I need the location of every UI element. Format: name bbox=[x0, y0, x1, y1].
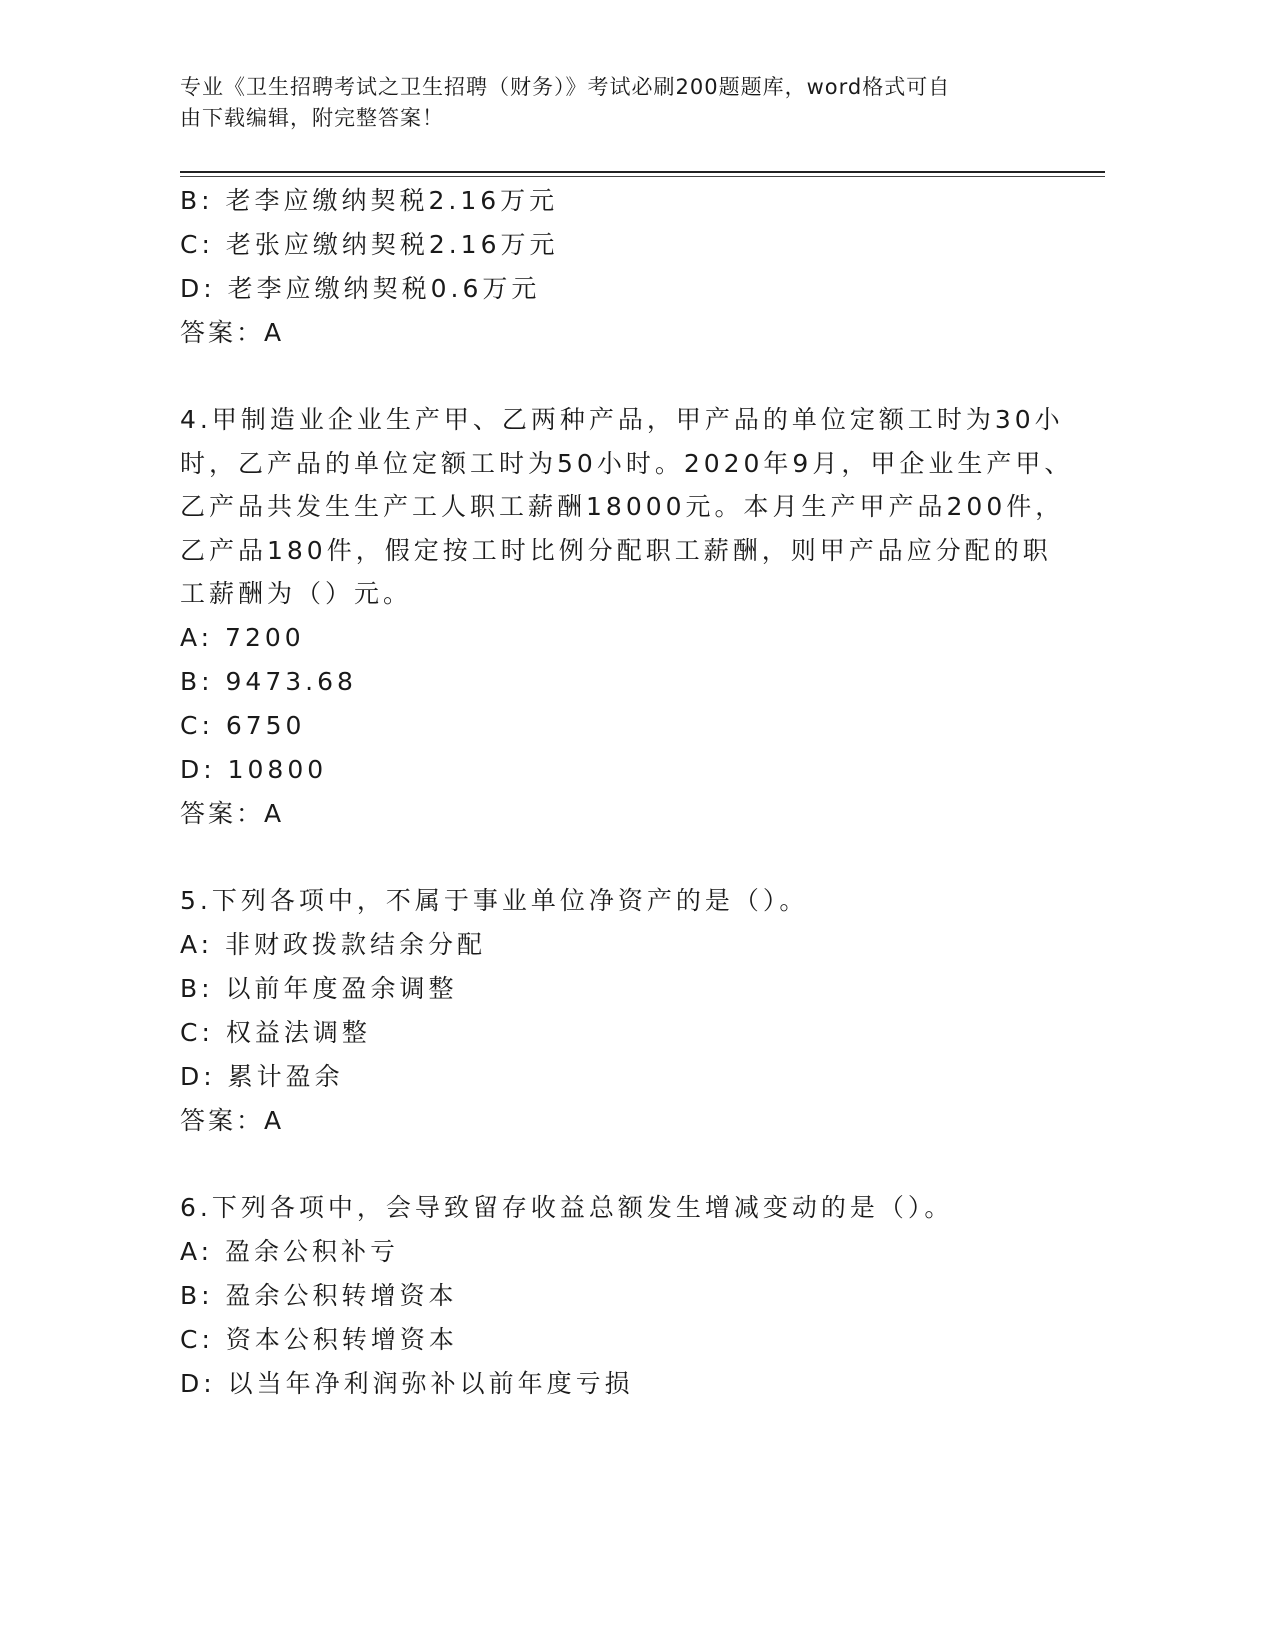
question-5 bbox=[180, 879, 1040, 1143]
header-divider-thin bbox=[180, 176, 1105, 177]
header-divider-thick bbox=[180, 171, 1105, 173]
question-4 bbox=[180, 398, 1074, 836]
question-3-tail bbox=[180, 179, 1040, 355]
stem-line: 乙产品共发生生产工人职工薪酬18000元。本月生产甲产品200件， bbox=[180, 492, 1065, 521]
question-stem bbox=[180, 398, 1074, 616]
question-stem: 6.下列各项中，会导致留存收益总额发生增减变动的是（）。 bbox=[180, 1192, 954, 1222]
stem-line: 工薪酬为（）元。 bbox=[180, 579, 413, 608]
option-b: B: 老李应缴纳契税2.16万元 bbox=[180, 186, 559, 215]
answer-line: 答案：A bbox=[180, 318, 285, 347]
option-b: B: 盈余公积转增资本 bbox=[180, 1280, 458, 1310]
document-header bbox=[180, 72, 1040, 134]
answer-line: 答案：A bbox=[180, 798, 285, 828]
option-c: C: 6750 bbox=[180, 710, 306, 740]
option-c: C: 权益法调整 bbox=[180, 1017, 371, 1047]
stem-line: 时，乙产品的单位定额工时为50小时。2020年9月，甲企业生产甲、 bbox=[180, 448, 1074, 478]
option-a: A: 盈余公积补亏 bbox=[180, 1236, 400, 1266]
option-a: A: 7200 bbox=[180, 622, 305, 652]
option-a: A: 非财政拨款结余分配 bbox=[180, 929, 487, 959]
option-b: B: 9473.68 bbox=[180, 666, 357, 696]
option-b: B: 以前年度盈余调整 bbox=[180, 973, 458, 1003]
question-stem: 5.下列各项中，不属于事业单位净资产的是（）。 bbox=[180, 885, 809, 915]
header-line-2: 由下载编辑，附完整答案！ bbox=[180, 106, 444, 130]
option-d: D: 以当年净利润弥补以前年度亏损 bbox=[180, 1368, 634, 1398]
question-6 bbox=[180, 1186, 1040, 1406]
header-line-1: 专业《卫生招聘考试之卫生招聘（财务）》考试必刷200题题库，word格式可自 bbox=[180, 75, 951, 99]
document-body bbox=[180, 179, 1074, 1406]
option-d: D: 老李应缴纳契税0.6万元 bbox=[180, 274, 541, 303]
option-d: D: 10800 bbox=[180, 754, 328, 784]
option-c: C: 资本公积转增资本 bbox=[180, 1324, 458, 1354]
stem-line: 4.甲制造业企业生产甲、乙两种产品，甲产品的单位定额工时为30小 bbox=[180, 405, 1064, 434]
option-c: C: 老张应缴纳契税2.16万元 bbox=[180, 230, 559, 259]
option-d: D: 累计盈余 bbox=[180, 1061, 344, 1091]
answer-line: 答案：A bbox=[180, 1105, 285, 1135]
stem-line: 乙产品180件，假定按工时比例分配职工薪酬，则甲产品应分配的职 bbox=[180, 535, 1052, 565]
